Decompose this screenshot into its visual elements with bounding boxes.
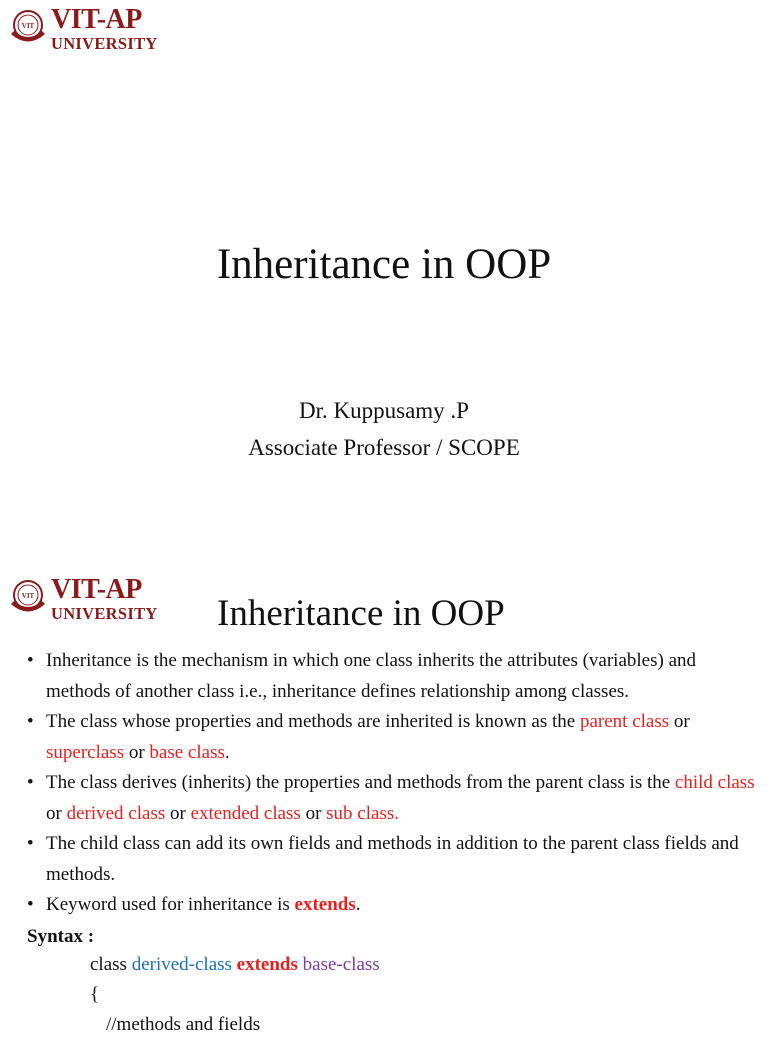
term-highlight: child class xyxy=(674,772,755,793)
svg-text:VIT: VIT xyxy=(21,22,35,30)
bullet-item: • The class whose properties and methods are inherited is known as the parent class or superclass or base class. xyxy=(27,707,757,768)
bullet-item: • Keyword used for inheritance is extends. xyxy=(27,890,757,921)
code-derived-class: derived-class xyxy=(131,954,232,975)
term-highlight: derived class xyxy=(66,802,166,824)
code-line-brace: { xyxy=(90,984,100,1005)
university-logo xyxy=(9,6,159,54)
term-highlight: parent class xyxy=(579,711,670,732)
svg-text:VIT: VIT xyxy=(21,592,35,600)
university-seal-icon xyxy=(9,579,47,619)
code-line-comment: //methods and fields xyxy=(106,1014,261,1035)
logo-name: VIT-AP xyxy=(51,574,142,605)
content-slide xyxy=(0,570,768,1035)
bullet-item: • Inheritance is the mechanism in which one class inherits the attributes (variables) and methods of another class i.e., inheritance defines relationship among classes. xyxy=(27,646,757,707)
term-highlight: sub class. xyxy=(326,802,399,824)
logo-subtitle: UNIVERSITY xyxy=(51,604,158,623)
term-highlight: base class xyxy=(149,741,225,763)
term-highlight: extended class xyxy=(190,802,301,824)
term-highlight: superclass xyxy=(46,741,125,763)
syntax-label: Syntax : xyxy=(27,926,95,947)
bullet-item: • The class derives (inherits) the properties and methods from the parent class is the child class or derived class or extended class or sub class. xyxy=(27,768,757,829)
university-logo xyxy=(9,576,159,624)
author-role: Associate Professor / SCOPE xyxy=(248,435,520,460)
keyword-highlight: extends xyxy=(294,894,356,915)
slide-title: Inheritance in OOP xyxy=(216,241,552,288)
slide-title: Inheritance in OOP xyxy=(217,593,505,634)
logo-subtitle: UNIVERSITY xyxy=(51,34,158,53)
code-extends-keyword: extends xyxy=(236,954,298,975)
logo-name: VIT-AP xyxy=(51,4,142,35)
bullet-item: • The child class can add its own fields and methods in addition to the parent class fields and methods. xyxy=(27,829,757,890)
code-base-class: base-class xyxy=(302,954,380,975)
university-seal-icon xyxy=(9,9,47,49)
code-line-declaration: class derived-class extends base-class xyxy=(90,954,380,975)
author-name: Dr. Kuppusamy .P xyxy=(299,398,469,423)
bullet-list xyxy=(27,646,757,921)
